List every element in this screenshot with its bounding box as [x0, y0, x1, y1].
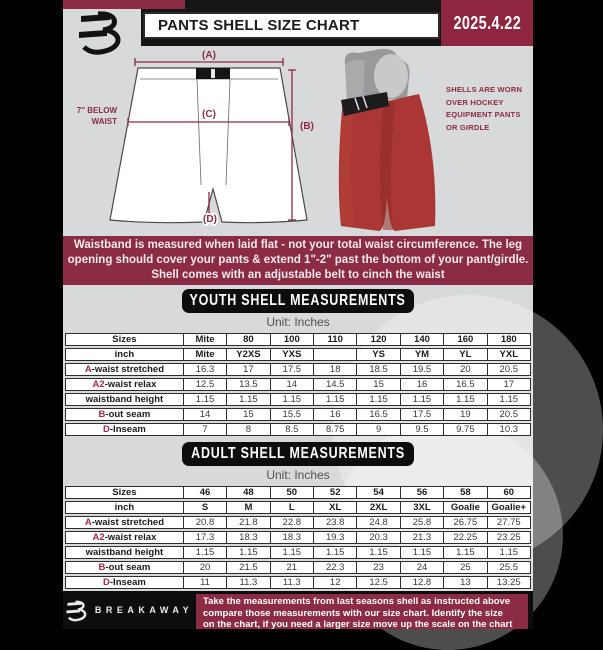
value-cell: 1.15 — [314, 393, 357, 406]
table-row — [65, 423, 531, 436]
value-cell: 24 — [401, 561, 444, 574]
measure-label: -out seam — [105, 562, 151, 573]
measurement-table — [65, 331, 531, 438]
measure-label: -waist relax — [104, 532, 157, 543]
value-cell: 1.15 — [184, 393, 227, 406]
text-line: Waistband is measured when laid flat - not your total waist circumference. The leg — [73, 239, 523, 251]
date-text: 2025.4.22 — [453, 12, 521, 33]
value-cell: 14.5 — [314, 378, 357, 391]
header-value-cell: YXS — [271, 348, 314, 361]
measure-letter: D — [103, 577, 110, 588]
table-header-row — [65, 333, 531, 346]
header-value-cell: YL — [444, 348, 487, 361]
header-value-cell: 2XL — [357, 501, 400, 514]
value-cell: 27.75 — [488, 516, 531, 529]
text-line: compare those measurements with our size chart. Identify the size — [203, 607, 503, 619]
row-label-cell — [65, 393, 184, 406]
measure-label: -waist stretched — [91, 517, 165, 528]
header-value-cell: 54 — [357, 486, 400, 499]
table-header-row — [65, 486, 531, 499]
value-cell: 17 — [227, 363, 270, 376]
measure-label: -out seam — [105, 409, 151, 420]
table-row — [65, 378, 531, 391]
table-row — [65, 561, 531, 574]
row-label-cell — [65, 561, 184, 574]
value-cell: 25.5 — [488, 561, 531, 574]
header-value-cell: XL — [314, 501, 357, 514]
row-label-cell — [65, 363, 184, 376]
measure-letter: A — [84, 364, 92, 375]
measure-label: -Inseam — [109, 577, 146, 588]
value-cell: 9 — [357, 423, 400, 436]
row-label-cell: Sizes — [65, 333, 184, 346]
value-cell: 14 — [271, 378, 314, 391]
dim-label-c: (C) — [202, 109, 216, 120]
header-value-cell: 50 — [271, 486, 314, 499]
date-badge — [441, 0, 533, 46]
value-cell: 18.3 — [271, 531, 314, 544]
header-value-cell — [314, 348, 357, 361]
value-cell: 12.5 — [184, 378, 227, 391]
header-value-cell: L — [271, 501, 314, 514]
value-cell: 20.5 — [488, 408, 531, 421]
value-cell: 9.75 — [444, 423, 487, 436]
header-value-cell: Goalie — [444, 501, 487, 514]
value-cell: 19.3 — [314, 531, 357, 544]
value-cell: 20 — [444, 363, 487, 376]
row-label-cell — [65, 576, 184, 589]
table-row — [65, 408, 531, 421]
value-cell: 1.15 — [357, 546, 400, 559]
text-line: Shell comes with an adjustable belt to cinch the waist — [151, 269, 445, 281]
size-chart-page — [63, 0, 533, 630]
value-cell: 22.3 — [314, 561, 357, 574]
value-cell: 21 — [271, 561, 314, 574]
value-cell: 15 — [227, 408, 270, 421]
header-value-cell: Y2XS — [227, 348, 270, 361]
row-label-cell — [65, 546, 184, 559]
row-label-cell: inch — [65, 501, 184, 514]
value-cell: 16 — [401, 378, 444, 391]
value-cell: 1.15 — [401, 393, 444, 406]
value-cell: 11.3 — [227, 576, 270, 589]
header-value-cell: 100 — [271, 333, 314, 346]
value-cell: 22.25 — [444, 531, 487, 544]
row-label-cell: Sizes — [65, 486, 184, 499]
adult-table-wrap — [63, 483, 533, 591]
value-cell: 17.3 — [184, 531, 227, 544]
value-cell: 20.8 — [184, 516, 227, 529]
value-cell: 1.15 — [488, 546, 531, 559]
value-cell: 17.5 — [271, 363, 314, 376]
value-cell: 18.3 — [227, 531, 270, 544]
value-cell: 7 — [184, 423, 227, 436]
measure-label: -waist relax — [104, 379, 157, 390]
row-label-cell: inch — [65, 348, 184, 361]
table-row — [65, 363, 531, 376]
youth-section-banner — [182, 289, 414, 313]
header-value-cell: Goalie+ — [488, 501, 531, 514]
value-cell: 25.8 — [401, 516, 444, 529]
value-cell: 17 — [488, 378, 531, 391]
measure-letter: A — [84, 517, 92, 528]
text-line: OR GIRDLE — [446, 122, 490, 132]
table-row — [65, 546, 531, 559]
value-cell: 19 — [444, 408, 487, 421]
row-label-cell — [65, 378, 184, 391]
waist-note-line2: WAIST — [91, 117, 117, 126]
table-header-row — [65, 348, 531, 361]
adult-unit-label: Unit: Inches — [266, 468, 330, 482]
value-cell: 16.5 — [444, 378, 487, 391]
header-value-cell: 58 — [444, 486, 487, 499]
value-cell: 25 — [444, 561, 487, 574]
value-cell: 1.15 — [184, 546, 227, 559]
dim-label-d: (D) — [203, 214, 217, 225]
value-cell: 15 — [357, 378, 400, 391]
footer-brand-zone — [63, 591, 196, 629]
table-row — [65, 393, 531, 406]
value-cell: 11 — [184, 576, 227, 589]
header-value-cell: YM — [401, 348, 444, 361]
value-cell: 18.5 — [357, 363, 400, 376]
value-cell: 12.8 — [401, 576, 444, 589]
table-header-row — [65, 501, 531, 514]
dim-label-a: (A) — [202, 50, 216, 61]
value-cell: 1.15 — [488, 393, 531, 406]
page-title: PANTS SHELL SIZE CHART — [143, 12, 440, 39]
header-value-cell: 120 — [357, 333, 400, 346]
youth-unit-label: Unit: Inches — [266, 315, 330, 329]
table-row — [65, 531, 531, 544]
dim-label-b: (B) — [300, 121, 314, 132]
row-label-cell — [65, 423, 184, 436]
value-cell: 10.3 — [488, 423, 531, 436]
value-cell: 24.8 — [357, 516, 400, 529]
measure-label: waistband height — [85, 547, 164, 558]
value-cell: 18 — [314, 363, 357, 376]
text-line: opening should cover your pants & extend 1"-2" past the bottom of your pant/girdle. — [67, 254, 529, 266]
header-value-cell: 180 — [488, 333, 531, 346]
value-cell: 23 — [357, 561, 400, 574]
text-line: OVER HOCKEY — [446, 97, 504, 107]
value-cell: 8 — [227, 423, 270, 436]
breakaway-logo-icon — [66, 597, 88, 623]
row-label-cell — [65, 408, 184, 421]
value-cell: 26.75 — [444, 516, 487, 529]
table-row — [65, 576, 531, 589]
value-cell: 17.5 — [401, 408, 444, 421]
value-cell: 1.15 — [357, 393, 400, 406]
value-cell: 21.5 — [227, 561, 270, 574]
measure-label: -waist stretched — [91, 364, 165, 375]
value-cell: 13.25 — [488, 576, 531, 589]
page-footer — [63, 591, 533, 629]
measurement-info-banner — [63, 236, 533, 285]
header-value-cell: 110 — [314, 333, 357, 346]
value-cell: 20.3 — [357, 531, 400, 544]
value-cell: 23.25 — [488, 531, 531, 544]
adult-section-banner — [182, 442, 414, 466]
value-cell: 21.8 — [227, 516, 270, 529]
text-line: EQUIPMENT PANTS — [446, 110, 521, 119]
measure-letter: B — [98, 409, 106, 420]
value-cell: 1.15 — [227, 393, 270, 406]
value-cell: 12.5 — [357, 576, 400, 589]
value-cell: 1.15 — [227, 546, 270, 559]
value-cell: 20.5 — [488, 363, 531, 376]
header-value-cell: YXL — [488, 348, 531, 361]
value-cell: 1.15 — [444, 546, 487, 559]
header-value-cell: 56 — [401, 486, 444, 499]
waist-note-line1: 7'' BELOW — [76, 106, 117, 115]
row-label-cell — [65, 516, 184, 529]
adult-section-title: ADULT SHELL MEASUREMENTS — [191, 445, 405, 462]
header-value-cell: Mite — [184, 348, 227, 361]
value-cell: 16.5 — [357, 408, 400, 421]
breakaway-logo-icon — [78, 5, 124, 57]
header-value-cell: Mite — [184, 333, 227, 346]
header-value-cell: 46 — [184, 486, 227, 499]
value-cell: 20 — [184, 561, 227, 574]
value-cell: 12 — [314, 576, 357, 589]
table-row — [65, 516, 531, 529]
header-value-cell: 52 — [314, 486, 357, 499]
footer-instructions — [196, 594, 528, 629]
text-line: on the chart, if you need a larger size move up the scale on the chart — [203, 619, 513, 630]
value-cell: 8.5 — [271, 423, 314, 436]
measure-label: -Inseam — [109, 424, 146, 435]
value-cell: 23.8 — [314, 516, 357, 529]
value-cell: 8.75 — [314, 423, 357, 436]
value-cell: 1.15 — [401, 546, 444, 559]
value-cell: 9.5 — [401, 423, 444, 436]
text-line: Take the measurements from last seasons shell as instructed above — [203, 596, 511, 607]
value-cell: 22.8 — [271, 516, 314, 529]
header-value-cell: 140 — [401, 333, 444, 346]
measurement-table — [65, 484, 531, 591]
header-value-cell: 80 — [227, 333, 270, 346]
measure-letter: A2 — [92, 532, 105, 543]
measure-label: waistband height — [85, 394, 164, 405]
youth-table-wrap — [63, 330, 533, 438]
value-cell: 13.5 — [227, 378, 270, 391]
measure-letter: B — [98, 562, 106, 573]
text-line: SHELLS ARE WORN — [446, 85, 523, 94]
shell-photo — [335, 48, 455, 234]
value-cell: 11.3 — [271, 576, 314, 589]
value-cell: 1.15 — [271, 546, 314, 559]
value-cell: 16 — [314, 408, 357, 421]
value-cell: 19.5 — [401, 363, 444, 376]
brand-name: BREAKAWAY — [94, 605, 194, 615]
header-value-cell: YS — [357, 348, 400, 361]
value-cell: 1.15 — [271, 393, 314, 406]
header-value-cell: 160 — [444, 333, 487, 346]
value-cell: 16.3 — [184, 363, 227, 376]
measurement-diagram-section — [63, 46, 533, 236]
measure-letter: A2 — [92, 379, 105, 390]
row-label-cell — [65, 531, 184, 544]
photo-caption — [446, 84, 528, 134]
header-value-cell: M — [227, 501, 270, 514]
value-cell: 14 — [184, 408, 227, 421]
value-cell: 15.5 — [271, 408, 314, 421]
pants-diagram — [63, 46, 323, 236]
header-value-cell: 3XL — [401, 501, 444, 514]
value-cell: 13 — [444, 576, 487, 589]
header-value-cell: S — [184, 501, 227, 514]
header-value-cell: 60 — [488, 486, 531, 499]
measure-letter: D — [103, 424, 110, 435]
value-cell: 1.15 — [314, 546, 357, 559]
value-cell: 1.15 — [444, 393, 487, 406]
header-value-cell: 48 — [227, 486, 270, 499]
page-header — [63, 0, 533, 46]
value-cell: 21.3 — [401, 531, 444, 544]
youth-section-title: YOUTH SHELL MEASUREMENTS — [189, 292, 407, 309]
